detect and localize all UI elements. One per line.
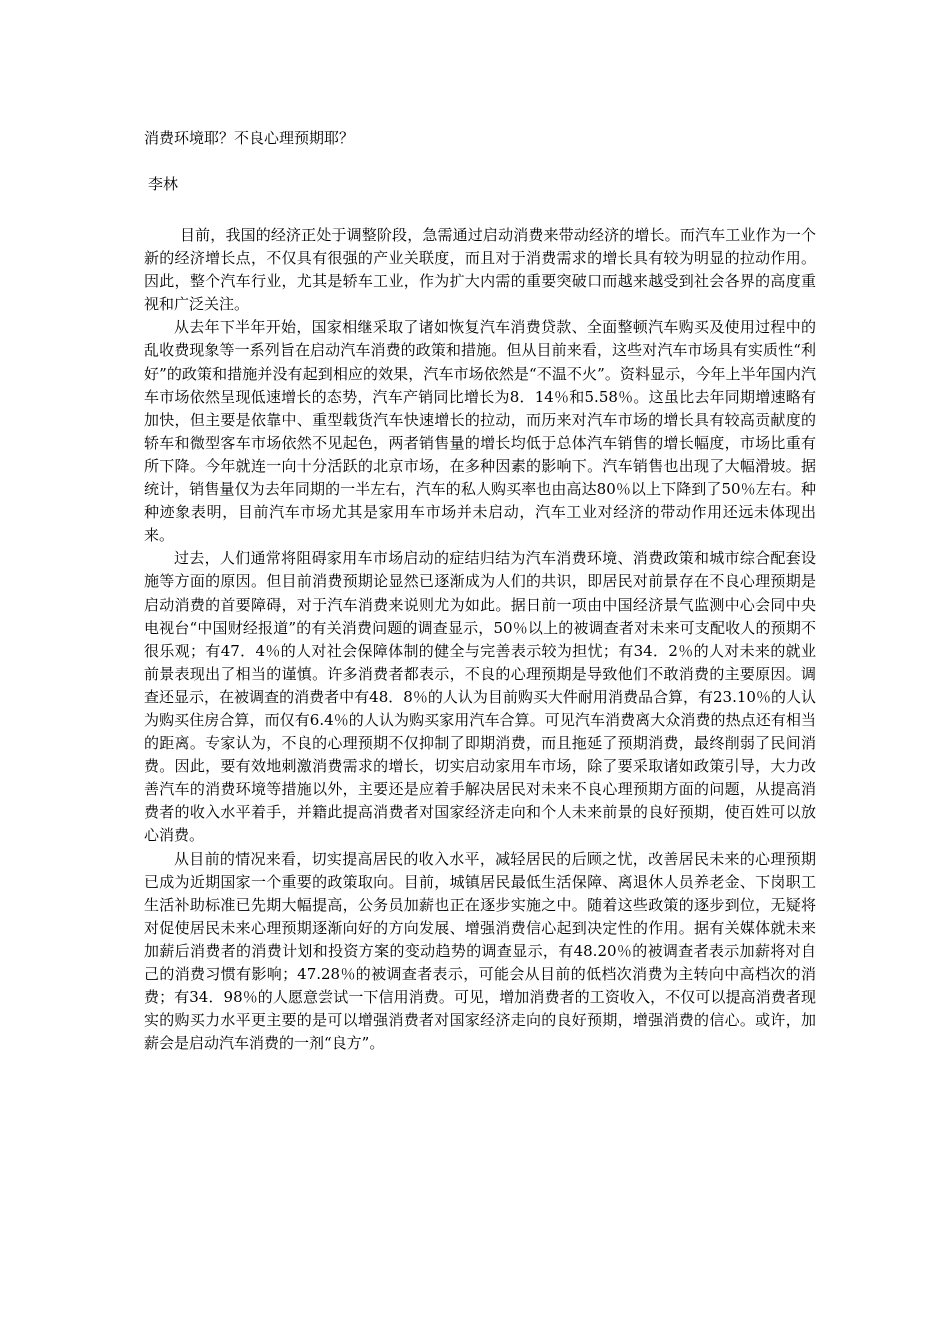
paragraph-1: 目前，我国的经济正处于调整阶段，急需通过启动消费来带动经济的增长。而汽车工业作为一个新的经济增长点，不仅具有很强的产业关联度，而且对于消费需求的增长具有较为明显的拉动作用。因此，整个汽车行业，尤其是轿车工业，作为扩大内需的重要突破口而越来越受到社会各界的高度重视和广泛关注。 [144,226,816,314]
document-page [144,126,816,1055]
article-title: 消费环境耶？不良心理预期耶？ [144,129,355,147]
article-author: 李林 [148,175,179,193]
paragraph-2: 从去年下半年开始，国家相继采取了诸如恢复汽车消费贷款、全面整顿汽车购买及使用过程中的乱收费现象等一系列旨在启动汽车消费的政策和措施。但从目前来看，这些对汽车市场具有实质性“利好”的政策和措施并没有起到相应的效果，汽车市场依然是“不温不火”。资料显示，今年上半年国内汽车市场依然呈现低速增长的态势，汽车产销同比增长为8．14％和5.58％。这虽比去年同期增速略有加快，但主要是依靠中、重型载货汽车快速增长的拉动，而历来对汽车市场的增长具有较高贡献度的轿车和微型客车市场依然不见起色，两者销售量的增长均低于总体汽车销售的增长幅度，市场比重有所下降。今年就连一向十分活跃的北京市场，在多种因素的影响下。汽车销售也出现了大幅滑坡。据统计，销售量仅为去年同期的一半左右，汽车的私人购买率也由高达80％以上下降到了50％左右。种种迹象表明，目前汽车市场尤其是家用车市场并未启动，汽车工业对经济的带动作用还远未体现出来。 [144,318,816,545]
paragraph-4: 从目前的情况来看，切实提高居民的收入水平，减轻居民的后顾之忧，改善居民未来的心理预期已成为近期国家一个重要的政策取向。目前，城镇居民最低生活保障、离退休人员养老金、下岗职工生活补助标准已先期大幅提高，公务员加薪也正在逐步实施之中。随着这些政策的逐步到位，无疑将对促使居民未来心理预期逐渐向好的方向发展、增强消费信心起到决定性的作用。据有关媒体就未来加薪后消费者的消费计划和投资方案的变动趋势的调查显示，有48.20％的被调查者表示加薪将对自己的消费习惯有影响；47.28％的被调查者表示，可能会从目前的低档次消费为主转向中高档次的消费；有34．98％的人愿意尝试一下信用消费。可见，增加消费者的工资收入，不仅可以提高消费者现实的购买力水平更主要的是可以增强消费者对国家经济走向的良好预期，增强消费的信心。或许，加薪会是启动汽车消费的一剂“良方”。 [144,849,816,1053]
article-body [144,224,816,1055]
paragraph-3: 过去，人们通常将阻碍家用车市场启动的症结归结为汽车消费环境、消费政策和城市综合配套设施等方面的原因。但目前消费预期论显然已逐渐成为人们的共识，即居民对前景存在不良心理预期是启动消费的首要障碍，对于汽车消费来说则尤为如此。据日前一项由中国经济景气监测中心会同中央电视台“中国财经报道”的有关消费问题的调查显示，50％以上的被调查者对未来可支配收人的预期不很乐观；有47．4％的人对社会保障体制的健全与完善表示较为担忧；有34．2％的人对未来的就业前景表现出了相当的谨慎。许多消费者都表示，不良的心理预期是导致他们不敢消费的主要原因。调查还显示，在被调查的消费者中有48．8％的人认为目前购买大件耐用消费品合算，有23.10％的人认为购买住房合算，而仅有6.4％的人认为购买家用汽车合算。可见汽车消费离大众消费的热点还有相当的距离。专家认为，不良的心理预期不仅抑制了即期消费，而且拖延了预期消费，最终削弱了民间消费。因此，要有效地刺激消费需求的增长，切实启动家用车市场，除了要采取诸如政策引导，大力改善汽车的消费环境等措施以外，主要还是应着手解决居民对未来不良心理预期方面的问题，从提高消费者的收入水平着手，并籍此提高消费者对国家经济走向和个人未来前景的良好预期，使百姓可以放心消费。 [144,549,816,845]
